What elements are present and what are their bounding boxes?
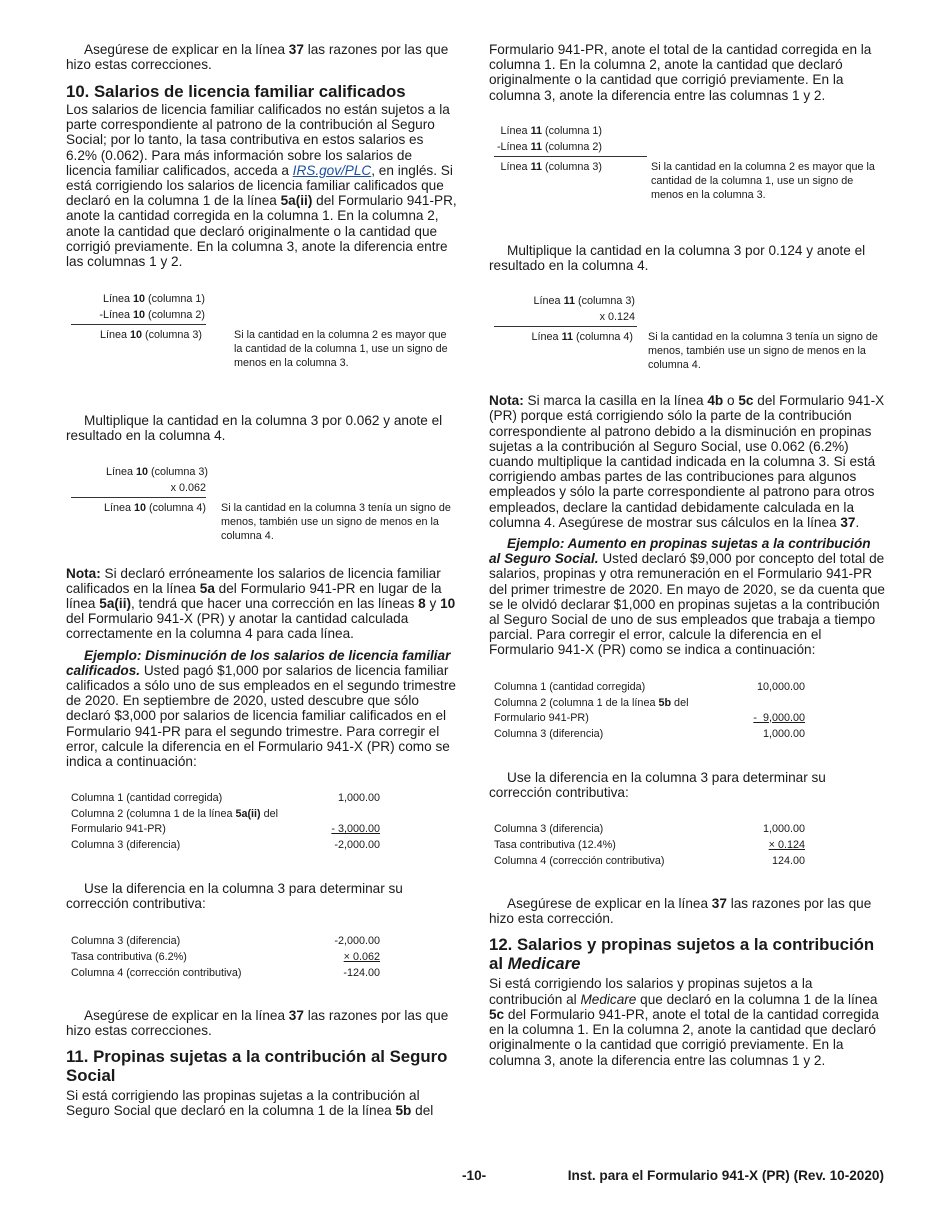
calc-line-1: Línea 11 (columna 1) <box>500 124 602 137</box>
line-11-multiply-calc <box>489 293 885 375</box>
calc-note: Si la cantidad en la columna 3 tenía un signo de menos, también use un signo de menos en la columna 4. <box>648 331 878 372</box>
table-row-value: -124.00 <box>343 966 380 979</box>
example-paragraph: Ejemplo: Aumento en propinas sujetas a la contribución al Seguro Social. Usted declaró $9,000 por concepto del total de salarios, propinas y otra remuneración en el Formulario 941-PR del primer trimestre de 2020. En mayo de 2020, se da cuenta que se le olvidó declarar $1,000 en propinas sujetas a la contribución al Seguro Social de uno de sus empleados que trabaja a tiempo parcial. Para corregir el error, calcule la diferencia en el Formulario 941-X (PR) como se indica a continuación: <box>489 536 885 658</box>
section-12-paragraph: Si está corrigiendo los salarios y propinas sujetos a la contribución al Medicare que declaró en la columna 1 de la línea 5c del Formulario 941-PR, anote el total de la cantidad corregida en la columna 1. En la columna 2, anote la cantidad que declaró originalmente o la cantidad que corrigió previamente. En la columna 3, anote la diferencia entre las columnas 1 y 2. <box>489 976 879 1068</box>
table-row-value: -2,000.00 <box>334 934 380 947</box>
calc-line-3: Línea 11 (columna 4) <box>531 331 633 344</box>
section-10-heading: 10. Salarios de licencia familiar calificados <box>66 82 406 102</box>
table-row-label: Columna 4 (corrección contributiva) <box>71 966 242 979</box>
nota-paragraph: Nota: Si marca la casilla en la línea 4b o 5c del Formulario 941-X (PR) porque está corrigiendo sólo la parte de la contribución correspondiente al patrono debido a la disminución en propinas sujetas a la contribución al Seguro Social, use 0.062 (6.2%) cuando multiplique la cantidad indicada en la columna 3. Si está corrigiendo ambas partes de las contribuciones para algunos empleados y sólo la parte correspondiente al patrono para otros empleados, declare la cantidad debidamente calculada en la columna 4. Asegúrese de mostrar sus cálculos en la línea 37. <box>489 393 885 530</box>
table-row-value: 1,000.00 <box>337 792 380 805</box>
calc-line-2: -Línea 10 (columna 2) <box>99 309 205 322</box>
section-10-paragraph: Los salarios de licencia familiar calificados no están sujetos a la parte correspondiente al patrono de la contribución al Seguro Social; por lo tanto, la tasa contributiva en estos salarios es 6.2% (0.062). Para más información sobre los salarios de licencia familiar calificados, acceda a IRS.gov/PLC, en inglés. Si está corrigiendo los salarios de licencia familiar calificados que declaró en la columna 1 de la línea 5a(ii) del Formulario 941-PR, anote la cantidad corregida en la columna 1. En la columna 2, anote la cantidad que declaró originalmente o la cantidad que corrigió previamente. En la columna 3, anote la diferencia entre las columnas 1 y 2. <box>66 101 457 269</box>
calc-rule <box>494 156 647 157</box>
table-row-label: Formulario 941-PR) <box>71 823 166 836</box>
table-row-label: Formulario 941-PR) <box>494 711 589 724</box>
nota-paragraph: Nota: Si declaró erróneamente los salarios de licencia familiar calificados en la línea 5a del Formulario 941-PR en lugar de la línea 5a(ii), tendrá que hacer una corrección en las líneas 8 y 10 del Formulario 941-X (PR) y anotar la cantidad calculada correctamente en la columna 4 para cada línea. <box>66 565 456 642</box>
calc-multiplier: x 0.124 <box>599 311 635 324</box>
section-12-heading: 12. Salarios y propinas sujetos a la contribución al Medicare <box>489 935 875 973</box>
table-row-label: Tasa contributiva (6.2%) <box>71 950 187 963</box>
example-paragraph: Ejemplo: Disminución de los salarios de licencia familiar calificados. Usted pagó $1,000 por salarios de licencia familiar calificados a sólo uno de sus empleados en el segundo trimestre de 2020. En septiembre de 2020, usted descubre que sólo declaró $3,000 por salarios de licencia familiar calificados en el Formulario 941-PR para el segundo trimestre. Para corregir el error, calcule la diferencia en el Formulario 941-X (PR) como se indica a continuación: <box>66 647 456 769</box>
calc-rule <box>494 326 637 327</box>
explain-paragraph: Asegúrese de explicar en la línea 37 las razones por las que hizo esta corrección. <box>489 896 872 927</box>
table-row-label: Columna 3 (diferencia) <box>494 823 604 836</box>
calc-multiplier: x 0.062 <box>170 481 206 494</box>
page-number: -10- <box>462 1168 487 1183</box>
calc-line-1: Línea 10 (columna 3) <box>105 465 208 478</box>
example-table-1 <box>66 790 458 856</box>
right-column <box>489 42 885 1068</box>
explain-paragraph: Asegúrese de explicar en la línea 37 las razones por las que hizo estas correcciones. <box>66 1007 449 1038</box>
irs-plc-link[interactable]: IRS.gov/PLC <box>292 162 372 178</box>
table-row-value: -2,000.00 <box>334 839 380 852</box>
table-row-value: - 9,000.00 <box>753 711 805 724</box>
calc-line-3: Línea 11 (columna 3) <box>500 160 602 173</box>
use-difference-paragraph: Use la diferencia en la columna 3 para determinar su corrección contributiva: <box>489 769 826 800</box>
table-row-label: Columna 1 (cantidad corregida) <box>71 792 223 805</box>
footer-title: Inst. para el Formulario 941-X (PR) (Rev. 10-2020) <box>567 1168 884 1183</box>
table-row-value: 10,000.00 <box>756 680 805 693</box>
line-11-column-calc <box>489 123 885 205</box>
line-10-column-calc <box>66 291 458 373</box>
example-table-2 <box>489 821 885 871</box>
calc-rule <box>71 324 206 325</box>
example-table-2 <box>66 933 458 983</box>
calc-note: Si la cantidad en la columna 2 es mayor que la cantidad de la columna 1, use un signo de menos en la columna 3. <box>234 329 448 370</box>
table-row-label: Columna 2 (columna 1 de la línea 5b del <box>494 696 689 709</box>
left-column <box>66 42 458 1118</box>
use-difference-paragraph: Use la diferencia en la columna 3 para determinar su corrección contributiva: <box>66 881 403 912</box>
table-row-label: Columna 3 (diferencia) <box>71 839 181 852</box>
table-row-label: Columna 4 (corrección contributiva) <box>494 855 665 868</box>
table-row-value: 1,000.00 <box>762 823 805 836</box>
section-11-paragraph: Si está corrigiendo las propinas sujetas a la contribución al Seguro Social que declaró en la columna 1 de la línea 5b del <box>66 1088 434 1119</box>
table-row-value: × 0.124 <box>768 839 805 852</box>
multiply-paragraph: Multiplique la cantidad en la columna 3 por 0.124 y anote el resultado en la columna 4. <box>489 242 866 274</box>
calc-line-2: -Línea 11 (columna 2) <box>496 140 602 153</box>
calc-note: Si la cantidad en la columna 3 tenía un signo de menos, también use un signo de menos en la columna 4. <box>221 501 451 542</box>
continued-paragraph: Formulario 941-PR, anote el total de la cantidad corregida en la columna 1. En la columna 2, anote la cantidad que declaró originalmente o la cantidad que corrigió previamente. En la columna 3, anote la diferencia entre las columnas 1 y 2. <box>489 42 872 103</box>
calc-rule <box>71 497 206 498</box>
table-row-value: × 0.062 <box>343 950 380 963</box>
multiply-paragraph: Multiplique la cantidad en la columna 3 por 0.062 y anote el resultado en la columna 4. <box>66 413 443 444</box>
calc-line-1: Línea 11 (columna 3) <box>533 295 635 308</box>
table-row-label: Columna 1 (cantidad corregida) <box>494 680 646 693</box>
table-row-label: Columna 3 (diferencia) <box>71 934 181 947</box>
calc-line-1: Línea 10 (columna 1) <box>102 293 205 306</box>
calc-line-3: Línea 10 (columna 4) <box>103 501 206 514</box>
table-row-label: Columna 3 (diferencia) <box>494 727 604 740</box>
section-11-heading: 11. Propinas sujetas a la contribución al Seguro Social <box>66 1047 448 1085</box>
calc-line-3: Línea 10 (columna 3) <box>99 329 202 342</box>
example-table-1 <box>489 679 885 745</box>
table-row-label: Tasa contributiva (12.4%) <box>494 839 616 852</box>
table-row-value: 124.00 <box>771 855 805 868</box>
table-row-value: 1,000.00 <box>762 727 805 740</box>
intro-paragraph: Asegúrese de explicar en la línea 37 las razones por las que hizo estas correcciones. <box>66 42 449 73</box>
line-10-multiply-calc <box>66 464 458 546</box>
table-row-label: Columna 2 (columna 1 de la línea 5a(ii) del <box>71 808 279 821</box>
calc-note: Si la cantidad en la columna 2 es mayor que la cantidad de la columna 1, use un signo de menos en la columna 3. <box>651 160 875 201</box>
table-row-value: - 3,000.00 <box>331 823 380 836</box>
